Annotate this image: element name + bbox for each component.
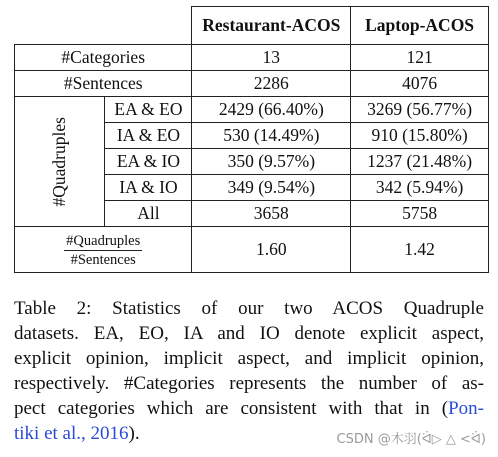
caption-line: Table 2: Statistics of our two ACOS Quadruple: [14, 298, 484, 319]
table-row-quad: [15, 97, 489, 123]
cell-laptop: 342 (5.94%): [351, 175, 489, 201]
cell-laptop: 1237 (21.48%): [351, 149, 489, 175]
citation-link[interactable]: Pon-: [448, 398, 484, 419]
cell-laptop: 1.42: [351, 227, 489, 273]
table-corner-cell: [15, 7, 192, 45]
cell-restaurant: 2286: [192, 71, 351, 97]
ratio-numerator: #Quadruples: [64, 234, 142, 251]
citation-link[interactable]: tiki et al., 2016: [14, 423, 129, 444]
row-label: EA & IO: [105, 149, 192, 175]
cell-laptop: 3269 (56.77%): [351, 97, 489, 123]
cell-laptop: 4076: [351, 71, 489, 97]
cell-restaurant: 349 (9.54%): [192, 175, 351, 201]
header-laptop-acos: Laptop-ACOS: [351, 7, 489, 45]
caption-line: [14, 396, 484, 421]
ratio-fraction: [64, 234, 142, 268]
table-header-row: [15, 7, 489, 45]
cell-restaurant: 530 (14.49%): [192, 123, 351, 149]
cell-restaurant: 1.60: [192, 227, 351, 273]
cell-restaurant: 3658: [192, 201, 351, 227]
caption-line: explicit opinion, implicit aspect, and implicit opinion,: [14, 348, 484, 369]
row-label: #Categories: [15, 45, 192, 71]
table-caption: [14, 296, 484, 446]
row-label: IA & EO: [105, 123, 192, 149]
cell-restaurant: 350 (9.57%): [192, 149, 351, 175]
row-label: IA & IO: [105, 175, 192, 201]
cell-restaurant: 2429 (66.40%): [192, 97, 351, 123]
cell-laptop: 5758: [351, 201, 489, 227]
statistics-table: [14, 6, 489, 273]
header-restaurant-acos: Restaurant-ACOS: [192, 7, 351, 45]
cell-laptop: 121: [351, 45, 489, 71]
csdn-watermark: CSDN @木羽(ᐛ▷ △ <ᐛ): [336, 432, 486, 447]
table-row-ratio: [15, 227, 489, 273]
cell-restaurant: 13: [192, 45, 351, 71]
row-label: EA & EO: [105, 97, 192, 123]
caption-line: respectively. #Categories represents the number of as-: [14, 373, 484, 394]
quadruples-group-label: [15, 97, 105, 227]
table-row-categories: [15, 45, 489, 71]
statistics-table-container: [14, 6, 489, 273]
row-label: #Sentences: [15, 71, 192, 97]
ratio-denominator: #Sentences: [70, 252, 136, 268]
quadruples-vertical-text: #Quadruples: [48, 116, 69, 207]
caption-line: datasets. EA, EO, IA and IO denote explicit aspect,: [14, 323, 484, 344]
caption-text: ).: [128, 423, 140, 444]
cell-laptop: 910 (15.80%): [351, 123, 489, 149]
row-label: All: [105, 201, 192, 227]
table-row-sentences: [15, 71, 489, 97]
caption-text: pect categories which are consistent with that in (: [14, 398, 449, 419]
ratio-label-cell: [15, 227, 192, 273]
